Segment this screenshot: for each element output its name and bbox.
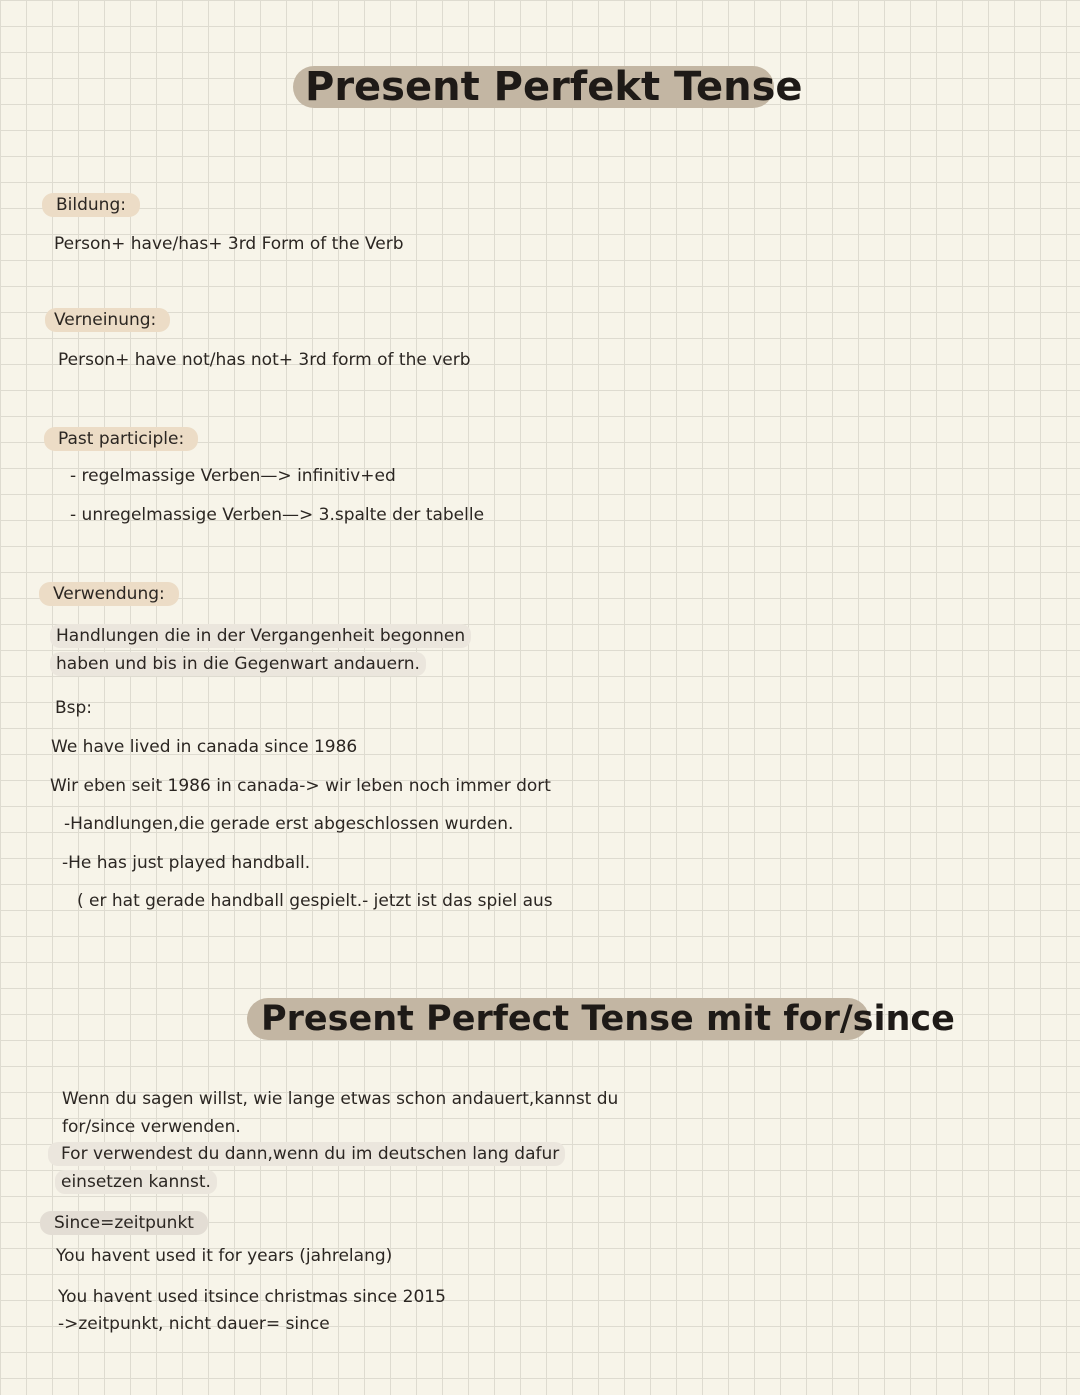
- verneinung-label: Verneinung:: [45, 308, 170, 332]
- verwendung-label: Verwendung:: [39, 582, 179, 606]
- forsince-intro-line: Wenn du sagen willst, wie lange etwas schon andauert,kannst du: [62, 1089, 619, 1109]
- for-rule-line: einsetzen kannst.: [55, 1171, 217, 1193]
- section-title: Present Perfect Tense mit for/since: [247, 998, 869, 1040]
- forsince-example: You havent used itsince christmas since 2015: [58, 1287, 446, 1307]
- forsince-example: ->zeitpunkt, nicht dauer= since: [58, 1314, 330, 1334]
- forsince-intro-line: for/since verwenden.: [62, 1117, 241, 1137]
- example-line: Wir eben seit 1986 in canada-> wir leben noch immer dort: [50, 776, 551, 796]
- bsp-label: Bsp:: [55, 698, 93, 718]
- forsince-example: You havent used it for years (jahrelang): [56, 1246, 393, 1266]
- for-rule-line: For verwendest du dann,wenn du im deutschen lang dafur: [48, 1143, 565, 1165]
- example-line: -He has just played handball.: [62, 853, 311, 873]
- bildung-text: Person+ have/has+ 3rd Form of the Verb: [54, 234, 404, 254]
- verwendung-desc-line: haben und bis in die Gegenwart andauern.: [50, 653, 426, 675]
- verwendung-desc-line: Handlungen die in der Vergangenheit begonnen: [50, 625, 471, 647]
- since-label: Since=zeitpunkt: [40, 1211, 208, 1235]
- example-line: ( er hat gerade handball gespielt.- jetzt ist das spiel aus: [77, 891, 553, 911]
- page-title: Present Perfekt Tense: [293, 66, 774, 108]
- bildung-label: Bildung:: [42, 193, 140, 217]
- past-participle-label: Past participle:: [44, 427, 198, 451]
- verneinung-text: Person+ have not/has not+ 3rd form of the verb: [58, 350, 471, 370]
- example-line: -Handlungen,die gerade erst abgeschlossen wurden.: [64, 814, 514, 834]
- past-participle-item: - regelmassige Verben—> infinitiv+ed: [70, 466, 396, 486]
- past-participle-item: - unregelmassige Verben—> 3.spalte der tabelle: [70, 505, 485, 525]
- example-line: We have lived in canada since 1986: [51, 737, 358, 757]
